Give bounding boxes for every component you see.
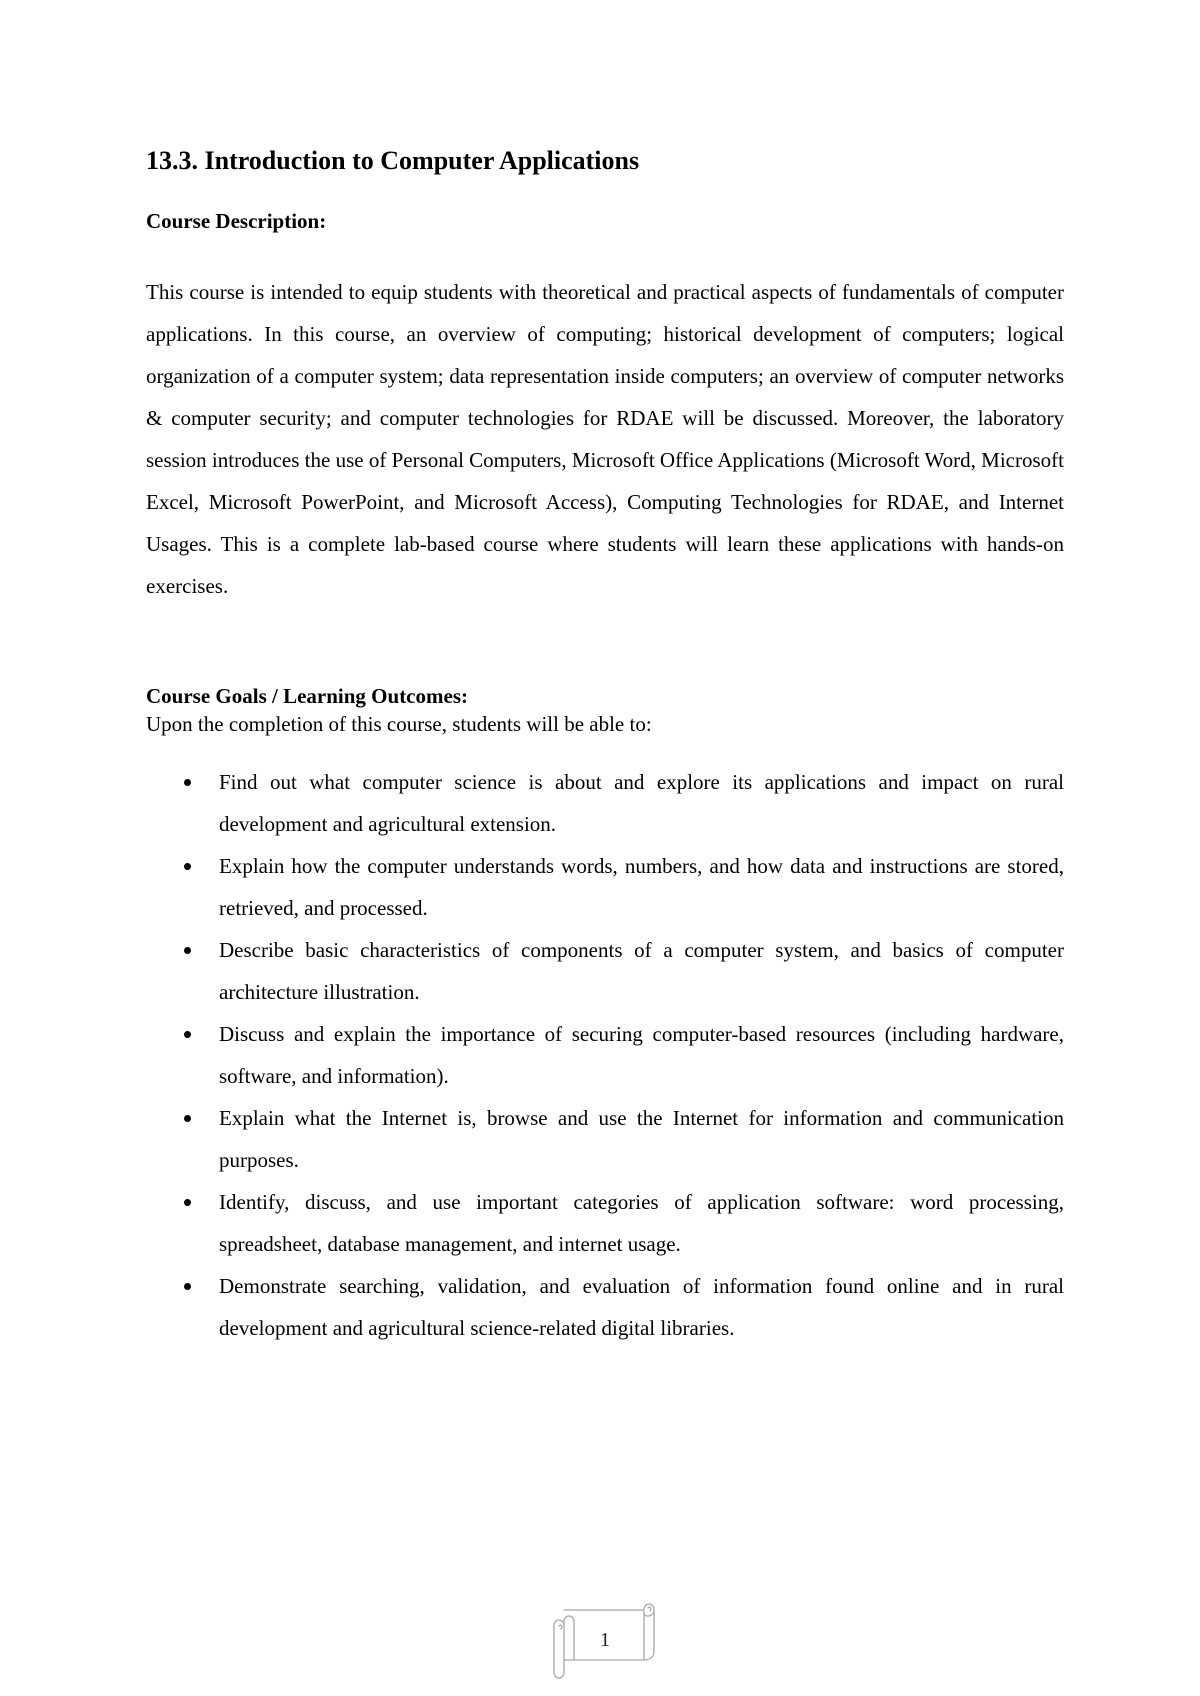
list-item-text: Discuss and explain the importance of securing computer-based resources (including hardware, software, and information). [219,1022,1064,1088]
learning-outcomes-list [146,761,1064,1349]
list-item [146,1013,1064,1097]
course-description-heading: Course Description: [146,209,327,233]
list-item [146,845,1064,929]
list-item-text: Identify, discuss, and use important categories of application software: word processing, spreadsheet, database management, and internet usage. [219,1190,1064,1256]
page-number: 1 [600,1629,610,1651]
list-item [146,761,1064,845]
list-item [146,929,1064,1013]
bullet-icon [184,1097,194,1139]
list-item-text: Explain what the Internet is, browse and use the Internet for information and communication purposes. [219,1106,1064,1172]
page-number-scroll [550,1598,660,1680]
list-item [146,1097,1064,1181]
bullet-icon [184,1013,194,1055]
list-item-text: Explain how the computer understands words, numbers, and how data and instructions are stored, retrieved, and processed. [219,854,1064,920]
list-item-text: Describe basic characteristics of components of a computer system, and basics of computer architecture illustration. [219,938,1064,1004]
course-goals-heading: Course Goals / Learning Outcomes: [146,684,468,708]
bullet-icon [184,1181,194,1223]
list-item-text: Demonstrate searching, validation, and evaluation of information found online and in rural development and agricultural science-related digital libraries. [219,1274,1064,1340]
bullet-icon [184,929,194,971]
bullet-icon [184,761,194,803]
section-title: 13.3. Introduction to Computer Applications [146,146,640,175]
bullet-icon [184,845,194,887]
bullet-icon [184,1265,194,1307]
list-item [146,1265,1064,1349]
list-item-text: Find out what computer science is about and explore its applications and impact on rural development and agricultural extension. [219,770,1064,836]
list-item [146,1181,1064,1265]
course-goals-intro: Upon the completion of this course, students will be able to: [146,712,652,736]
course-description-text: This course is intended to equip students with theoretical and practical aspects of fundamentals of computer applications. In this course, an overview of computing; historical development of computers; logical organization of a computer system; data representation inside computers; an overview of computer networks & computer security; and computer technologies for RDAE will be discussed. Moreover, the laboratory session introduces the use of Personal Computers, Microsoft Office Applications (Microsoft Word, Microsoft Excel, Microsoft PowerPoint, and Microsoft Access), Computing Technologies for RDAE, and Internet Usages. This is a complete lab-based course where students will learn these applications with hands-on exercises. [146,280,1064,598]
